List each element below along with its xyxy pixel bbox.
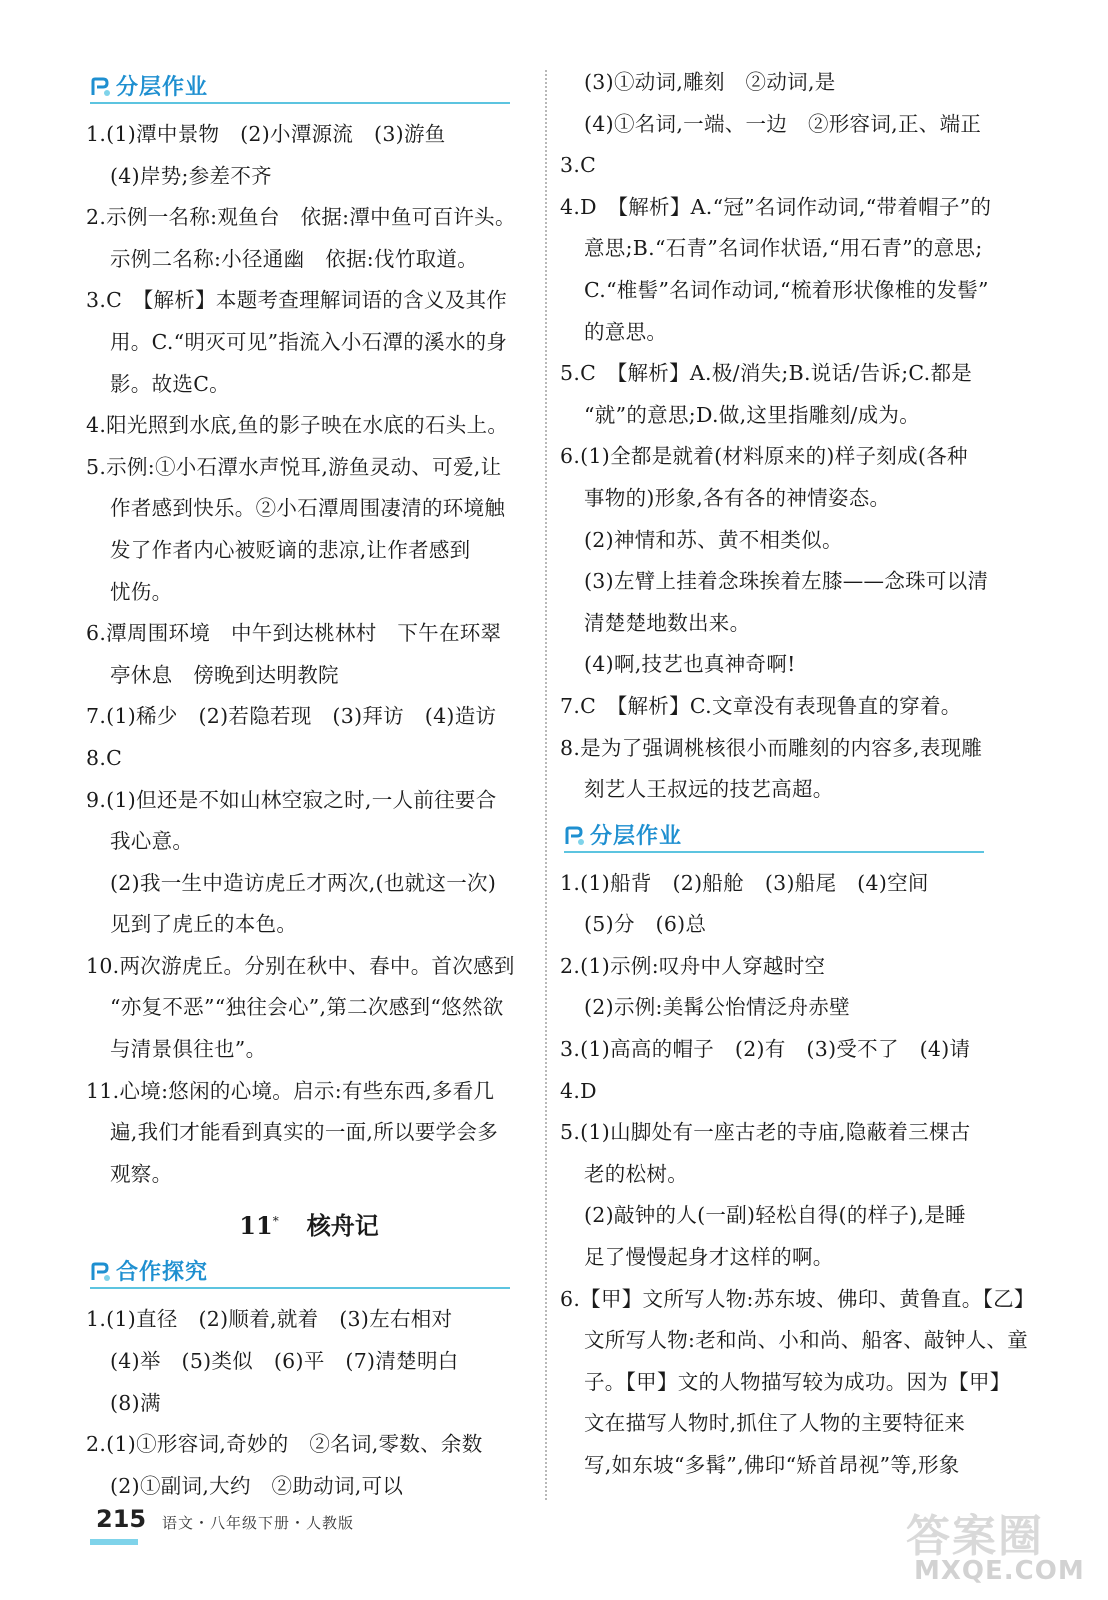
answer-lines-left-2	[86, 1299, 532, 1507]
answer-line: 7.(1)稀少 (2)若隐若现 (3)拜访 (4)造访	[86, 704, 497, 729]
section-underline	[90, 102, 510, 104]
answer-line: (3)①动词,雕刻 ②动词,是	[584, 70, 836, 94]
answer-line: 与清景俱往也”。	[110, 1037, 267, 1062]
answer-line: 1.(1)潭中景物 (2)小潭源流 (3)游鱼	[86, 122, 446, 146]
answer-line: 6.【甲】文所写人物:苏东坡、佛印、黄鲁直。【乙】	[560, 1286, 1035, 1311]
book-info: 语文・八年级下册・人教版	[162, 1514, 355, 1532]
lesson-name: 核舟记	[306, 1211, 379, 1241]
answer-line: 观察。	[110, 1161, 173, 1186]
section-title: 分层作业	[590, 823, 683, 849]
section-underline	[90, 1287, 510, 1289]
answer-line: 1.(1)直径 (2)顺着,就着 (3)左右相对	[86, 1307, 453, 1332]
answer-line: 6.(1)全都是就着(材料原来的)样子刻成(各种	[560, 444, 968, 469]
answer-line: 5.(1)山脚处有一座古老的寺庙,隐蔽着三棵古	[560, 1120, 971, 1145]
section-title: 分层作业	[116, 75, 209, 100]
answer-line: “就”的意思;D.做,这里指雕刻/成为。	[584, 402, 921, 427]
answer-line: 清楚楚地数出来。	[584, 610, 751, 635]
answer-line: 忧伤。	[110, 579, 173, 604]
watermark-url: MXQE.COM	[914, 1556, 1085, 1586]
section-marker-icon	[564, 825, 586, 847]
answer-line: 刻艺人王叔远的技艺高超。	[584, 777, 834, 802]
lesson-number: 11*	[239, 1211, 279, 1241]
answer-line: 7.C 【解析】C.文章没有表现鲁直的穿着。	[560, 693, 962, 718]
answer-line: 亭休息 傍晚到达明教院	[110, 662, 339, 687]
answer-line: 示例二名称:小径通幽 依据:伐竹取道。	[110, 246, 479, 271]
section-marker-icon	[90, 1261, 112, 1283]
answer-line: 10.两次游虎丘。分别在秋中、春中。首次感到	[86, 953, 515, 978]
answer-line: 11.心境:悠闲的心境。启示:有些东西,多看几	[86, 1078, 495, 1103]
section-header-layered-homework-1	[86, 66, 532, 108]
answer-line: (5)分 (6)总	[584, 912, 707, 937]
answer-line: (2)示例:美髯公怡情泛舟赤壁	[584, 995, 850, 1020]
answer-line: C.“椎髻”名词作动词,“梳着形状像椎的发髻”	[584, 277, 989, 302]
answer-line: 1.(1)船背 (2)船舱 (3)船尾 (4)空间	[560, 870, 929, 895]
answer-line: 的意思。	[584, 319, 668, 344]
answer-line: 4.阳光照到水底,鱼的影子映在水底的石头上。	[86, 413, 509, 438]
answer-line: 2.示例一名称:观鱼台 依据:潭中鱼可百许头。	[86, 205, 516, 230]
answer-line: 文在描写人物时,抓住了人物的主要特征来	[584, 1411, 966, 1436]
answer-lines-right-1	[560, 62, 1010, 811]
answer-line: (4)①名词,一端、一边 ②形容词,正、端正	[584, 111, 982, 136]
answer-line: 老的松树。	[584, 1161, 688, 1186]
section-header-layered-homework-2	[560, 815, 1010, 857]
answer-line: 4.D 【解析】A.“冠”名词作动词,“带着帽子”的	[560, 194, 992, 219]
answer-line: 3.C 【解析】本题考查理解词语的含义及其作	[86, 288, 508, 313]
page-number: 215	[96, 1505, 147, 1533]
answer-line: 5.示例:①小石潭水声悦耳,游鱼灵动、可爱,让	[86, 454, 502, 479]
answer-line: (2)我一生中造访虎丘才两次,(也就这一次)	[110, 870, 497, 895]
answer-line: 3.(1)高高的帽子 (2)有 (3)受不了 (4)请	[560, 1037, 971, 1062]
answer-line: 发了作者内心被贬谪的悲凉,让作者感到	[110, 537, 471, 562]
section-marker-icon	[90, 76, 112, 98]
site-watermark	[900, 1500, 1100, 1595]
answer-line: 写,如东坡“多髯”,佛印“矫首昂视”等,形象	[584, 1453, 960, 1477]
answer-line: 见到了虎丘的本色。	[110, 912, 298, 937]
answer-line: (4)岸势;参差不齐	[110, 163, 272, 188]
watermark-logo-text: 答案圈	[906, 1511, 1044, 1562]
answer-line: (2)敲钟的人(一副)轻松自得(的样子),是睡	[584, 1203, 966, 1228]
answer-line: (4)啊,技艺也真神奇啊!	[584, 652, 796, 677]
answer-line: 影。故选C。	[110, 371, 230, 396]
answer-line: 我心意。	[110, 829, 194, 854]
right-column	[560, 62, 1035, 1487]
page-number-accent-bar	[90, 1539, 138, 1545]
answer-line: 9.(1)但还是不如山林空寂之时,一人前往要合	[86, 787, 497, 812]
answer-line: 足了慢慢起身才这样的啊。	[584, 1245, 834, 1270]
answer-line: 2.(1)①形容词,奇妙的 ②名词,零数、余数	[86, 1432, 483, 1457]
answer-line: (8)满	[110, 1390, 161, 1415]
answer-lines-left-1	[86, 114, 532, 1195]
answer-line: 事物的)形象,各有各的神情姿态。	[584, 485, 891, 510]
section-title: 合作探究	[116, 1260, 209, 1286]
lesson-title	[86, 1195, 532, 1247]
answer-line: (4)举 (5)类似 (6)平 (7)清楚明白	[110, 1349, 459, 1374]
answer-line: 5.C 【解析】A.极/消失;B.说话/告诉;C.都是	[560, 361, 973, 386]
answer-line: 意思;B.“石青”名词作状语,“用石青”的意思;	[584, 236, 983, 261]
answer-line: 8.C	[86, 745, 123, 770]
answer-line: 6.潭周围环境 中午到达桃林村 下午在环翠	[86, 621, 502, 646]
answer-line: (3)左臂上挂着念珠挨着左膝——念珠可以清	[584, 569, 989, 594]
answer-line: 4.D	[560, 1078, 597, 1103]
answer-line: (2)神情和苏、黄不相类似。	[584, 527, 843, 552]
answer-line: 作者感到快乐。②小石潭周围凄清的环境触	[110, 496, 506, 521]
left-column	[86, 62, 532, 1507]
answer-line: 用。C.“明灭可见”指流入小石潭的溪水的身	[110, 329, 508, 354]
answer-line: 子。【甲】文的人物描写较为成功。因为【甲】	[584, 1369, 1011, 1394]
answer-line: 文所写人物:老和尚、小和尚、船客、敲钟人、童	[584, 1328, 1029, 1353]
answer-line: (2)①副词,大约 ②助动词,可以	[110, 1473, 404, 1498]
answer-line: 3.C	[560, 153, 597, 178]
answer-line: 遍,我们才能看到真实的一面,所以要学会多	[110, 1120, 499, 1145]
section-underline	[564, 851, 984, 853]
answer-line: “亦复不恶”“独往会心”,第二次感到“悠然欲	[110, 995, 504, 1020]
lesson-mark: *	[272, 1214, 279, 1229]
answer-line: 2.(1)示例:叹舟中人穿越时空	[560, 953, 826, 978]
column-divider	[545, 70, 547, 1500]
section-header-cooperative-inquiry	[86, 1251, 532, 1293]
answer-lines-right-2	[560, 863, 1035, 1487]
answer-line: 8.是为了强调桃核很小而雕刻的内容多,表现雕	[560, 735, 983, 760]
